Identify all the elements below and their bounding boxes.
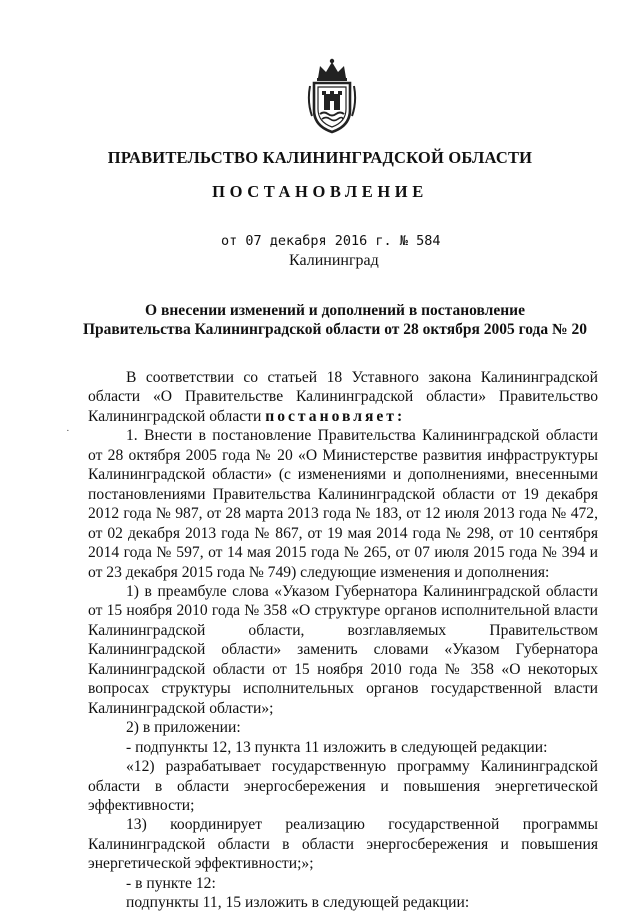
document-type: ПОСТАНОВЛЕНИЕ bbox=[212, 182, 428, 201]
preamble-paragraph bbox=[88, 368, 598, 426]
paragraph-3: 2) в приложении: bbox=[126, 719, 241, 737]
document-title bbox=[80, 301, 590, 339]
paragraph-5: «12) разрабатывает государственную программу Калининградской области в области энергосбережения и повышения энергетической эффективности; bbox=[88, 758, 598, 814]
date-and-number: от 07 декабря 2016 г. № 584 bbox=[221, 233, 441, 249]
paragraph-7: - в пункте 12: bbox=[126, 874, 216, 892]
paragraph-2: 1) в преамбуле слова «Указом Губернатора Калининградской области от 15 ноября 2010 года № 358 «О структуре органов исполнительной власти Калининградской области, возглавляемых Правительством Калининградской области» заменить словами «Указом Губернатора Калининградской области от 15 ноября 2010 года № 358 «О некоторых вопросах структуры исполнительных органов государственной власти Калининградской области»; bbox=[88, 582, 598, 717]
margin-mark: · bbox=[66, 425, 70, 437]
paragraph-1: 1. Внести в постановление Правительства Калининградской области от 28 октября 2005 года № 20 «О Министерстве развития инфраструктуры Калининградской области» (с изменениями и дополнениями, внесенными постановлениями Правительства Калининградской области от 19 декабря 2012 года № 987, от 28 марта 2013 года № 183, от 12 июля 2013 года № 472, от 02 декабря 2013 года № 867, от 19 мая 2014 года № 298, от 10 сентября 2014 года № 597, от 14 мая 2015 года № 265, от 07 июля 2015 года № 394 и от 23 декабря 2015 года № 749) следующие изменения и дополнения: bbox=[88, 427, 598, 581]
government-name: ПРАВИТЕЛЬСТВО КАЛИНИНГРАДСКОЙ ОБЛАСТИ bbox=[107, 148, 533, 167]
kaliningrad-coat-of-arms-icon bbox=[306, 56, 358, 134]
paragraph-8: подпункты 11, 15 изложить в следующей редакции: bbox=[126, 894, 470, 912]
document-body bbox=[88, 368, 598, 913]
title-line-1: О внесении изменений и дополнений в постановление bbox=[145, 302, 525, 319]
paragraph-6: 13) координирует реализацию государственной программы Калининградской области в области энергосбережения и повышения энергетической эффективности;»; bbox=[88, 816, 598, 873]
city: Калининград bbox=[289, 252, 379, 269]
paragraph-4: - подпункты 12, 13 пункта 11 изложить в следующей редакции: bbox=[126, 738, 548, 756]
preamble-text: В соответствии со статьей 18 Уставного закона Калининградской области «О Правительстве Калининградской области» Правительство Калининградской области bbox=[88, 369, 598, 425]
title-line-2: Правительства Калининградской области от 28 октября 2005 года № 20 bbox=[83, 321, 587, 338]
preamble-verb: постановляет: bbox=[265, 407, 406, 425]
